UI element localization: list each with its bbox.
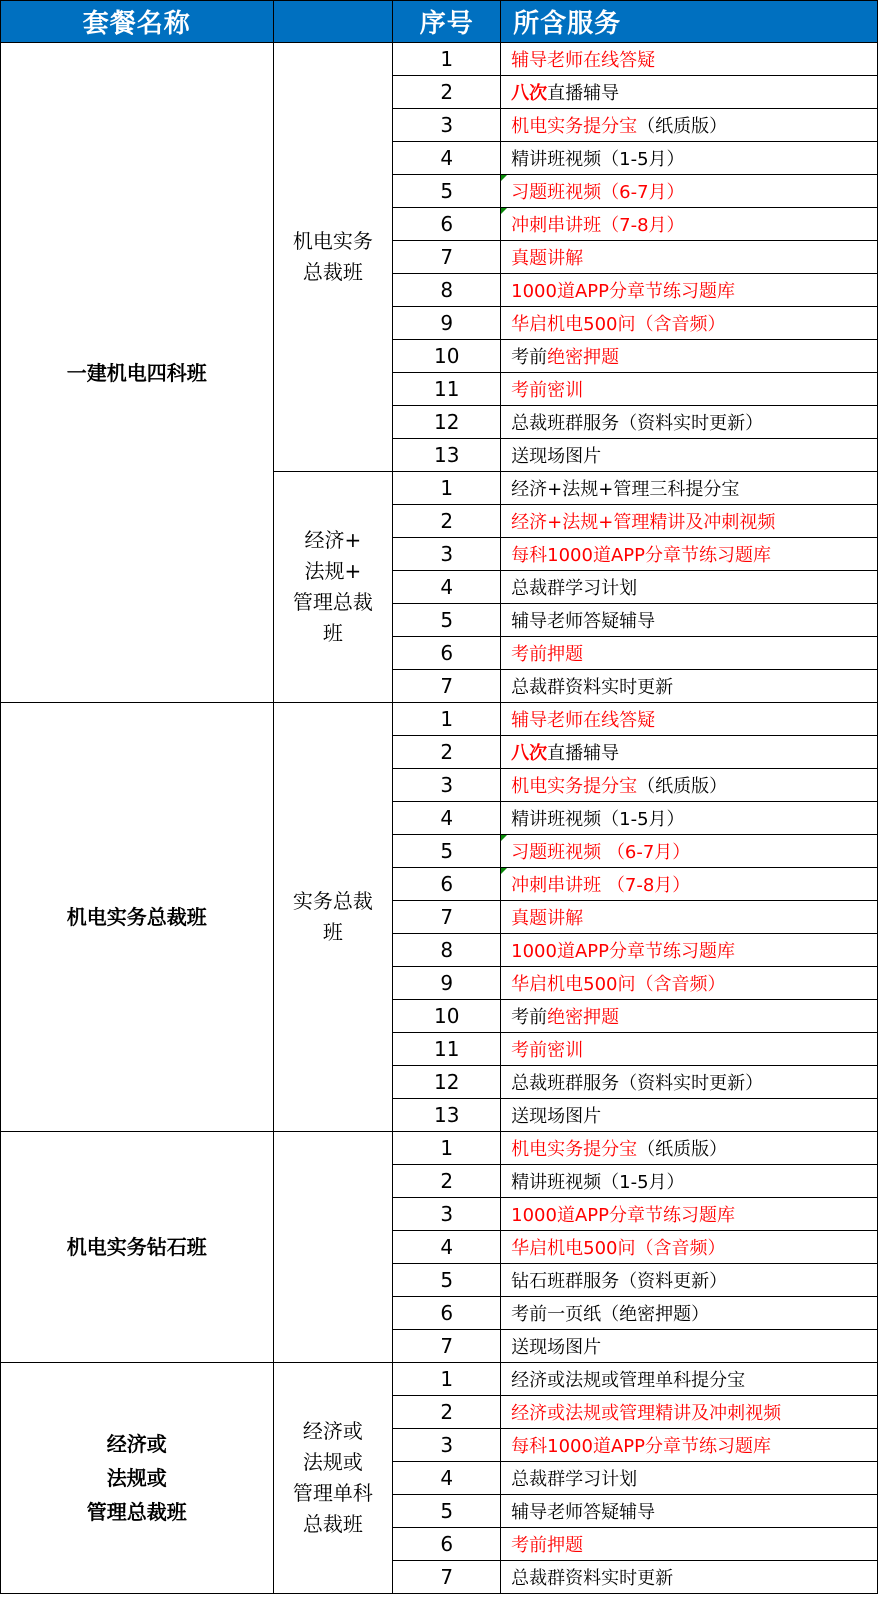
sub-package-name-line: 法规或 bbox=[302, 1450, 363, 1474]
service-cell bbox=[501, 637, 878, 670]
service-number-cell: 7 bbox=[393, 241, 501, 274]
service-cell bbox=[501, 1000, 878, 1033]
package-name-cell bbox=[1, 43, 274, 703]
service-number-cell: 3 bbox=[393, 109, 501, 142]
cell-comment-marker-icon bbox=[501, 835, 507, 841]
service-cell bbox=[501, 1264, 878, 1297]
service-cell bbox=[501, 340, 878, 373]
service-number-cell: 5 bbox=[393, 604, 501, 637]
service-number-cell: 4 bbox=[393, 571, 501, 604]
sub-package-cell bbox=[273, 43, 393, 472]
sub-package-name-line: 法规+ bbox=[304, 559, 362, 583]
service-number-cell: 7 bbox=[393, 1330, 501, 1363]
package-name-cell bbox=[1, 703, 274, 1132]
service-number-cell: 9 bbox=[393, 307, 501, 340]
service-number-cell: 3 bbox=[393, 769, 501, 802]
service-text: 考前押题 bbox=[511, 1535, 584, 1556]
service-number-cell: 6 bbox=[393, 637, 501, 670]
service-number-cell: 4 bbox=[393, 1231, 501, 1264]
service-text: 机电实务提分宝 bbox=[511, 776, 638, 797]
service-number-cell: 9 bbox=[393, 967, 501, 1000]
service-text: 绝密押题 bbox=[547, 1007, 620, 1028]
sub-package-cell bbox=[273, 472, 393, 703]
service-cell bbox=[501, 934, 878, 967]
service-text: 经济+法规+管理三科提分宝 bbox=[511, 479, 740, 500]
service-text: 经济+法规+管理精讲及冲刺视频 bbox=[511, 512, 776, 533]
service-text: 总裁班群服务（资料实时更新） bbox=[511, 1073, 764, 1094]
service-text: 机电实务提分宝 bbox=[511, 116, 638, 137]
service-text: 习题班视频 （6-7月） bbox=[511, 842, 691, 863]
service-cell bbox=[501, 571, 878, 604]
service-number-cell: 1 bbox=[393, 43, 501, 76]
service-number-cell: 2 bbox=[393, 1396, 501, 1429]
package-name-cell bbox=[1, 1132, 274, 1363]
service-cell bbox=[501, 241, 878, 274]
service-number-cell: 6 bbox=[393, 1528, 501, 1561]
service-text: 直播辅导 bbox=[547, 743, 620, 764]
service-text: 1000道APP分章节练习题库 bbox=[511, 281, 735, 302]
service-text: 考前密训 bbox=[511, 380, 584, 401]
sub-package-name-line: 实务总裁 bbox=[292, 889, 373, 913]
package-name-cell bbox=[1, 1363, 274, 1594]
service-text: 绝密押题 bbox=[547, 347, 620, 368]
cell-comment-marker-icon bbox=[501, 868, 507, 874]
service-cell bbox=[501, 868, 878, 901]
service-text: 考前 bbox=[511, 1007, 548, 1028]
header-services: 所含服务 bbox=[501, 1, 878, 43]
service-cell bbox=[501, 736, 878, 769]
service-cell bbox=[501, 76, 878, 109]
service-cell bbox=[501, 1198, 878, 1231]
service-text: 总裁群学习计划 bbox=[511, 578, 638, 599]
service-number-cell: 7 bbox=[393, 901, 501, 934]
service-cell bbox=[501, 1396, 878, 1429]
service-cell bbox=[501, 406, 878, 439]
service-number-cell: 6 bbox=[393, 868, 501, 901]
service-text: 华启机电500问（含音频） bbox=[511, 314, 726, 335]
service-number-cell: 5 bbox=[393, 1264, 501, 1297]
service-number-cell: 12 bbox=[393, 1066, 501, 1099]
service-cell bbox=[501, 1330, 878, 1363]
service-text: 送现场图片 bbox=[511, 446, 602, 467]
service-number-cell: 13 bbox=[393, 439, 501, 472]
service-text: 经济或法规或管理单科提分宝 bbox=[511, 1370, 746, 1391]
service-number-cell: 10 bbox=[393, 340, 501, 373]
service-cell bbox=[501, 1165, 878, 1198]
service-cell bbox=[501, 703, 878, 736]
sub-package-cell bbox=[273, 1363, 393, 1594]
service-cell bbox=[501, 1132, 878, 1165]
service-number-cell: 13 bbox=[393, 1099, 501, 1132]
service-number-cell: 12 bbox=[393, 406, 501, 439]
service-cell bbox=[501, 1033, 878, 1066]
service-text: 考前押题 bbox=[511, 644, 584, 665]
service-text: 冲刺串讲班（7-8月） bbox=[511, 215, 685, 236]
service-number-cell: 2 bbox=[393, 76, 501, 109]
service-number-cell: 10 bbox=[393, 1000, 501, 1033]
service-cell bbox=[501, 670, 878, 703]
table-row bbox=[1, 1132, 878, 1165]
service-cell bbox=[501, 307, 878, 340]
service-text: 每科1000道APP分章节练习题库 bbox=[511, 545, 771, 566]
service-number-cell: 1 bbox=[393, 1363, 501, 1396]
service-number-cell: 6 bbox=[393, 1297, 501, 1330]
header-row bbox=[1, 1, 878, 43]
table-row bbox=[1, 703, 878, 736]
service-number-cell: 3 bbox=[393, 538, 501, 571]
service-number-cell: 2 bbox=[393, 505, 501, 538]
service-text: 1000道APP分章节练习题库 bbox=[511, 1205, 735, 1226]
service-cell bbox=[501, 175, 878, 208]
service-text: 直播辅导 bbox=[547, 83, 620, 104]
service-cell bbox=[501, 505, 878, 538]
service-cell bbox=[501, 439, 878, 472]
service-number-cell: 3 bbox=[393, 1198, 501, 1231]
service-cell bbox=[501, 1066, 878, 1099]
service-cell bbox=[501, 1495, 878, 1528]
sub-package-name-line: 经济或 bbox=[302, 1419, 363, 1443]
cell-comment-marker-icon bbox=[501, 175, 507, 181]
service-cell bbox=[501, 901, 878, 934]
service-text: 冲刺串讲班 （7-8月） bbox=[511, 875, 691, 896]
service-text: 八次 bbox=[511, 83, 548, 104]
sub-package-name-line: 经济+ bbox=[304, 528, 362, 552]
service-text: 辅导老师答疑辅导 bbox=[511, 1502, 656, 1523]
service-cell bbox=[501, 142, 878, 175]
service-cell bbox=[501, 769, 878, 802]
service-number-cell: 2 bbox=[393, 736, 501, 769]
service-text: 华启机电500问（含音频） bbox=[511, 1238, 726, 1259]
service-text: 总裁班群服务（资料实时更新） bbox=[511, 413, 764, 434]
package-name-line: 一建机电四科班 bbox=[66, 360, 207, 385]
package-name-line: 法规或 bbox=[106, 1466, 167, 1490]
service-cell bbox=[501, 1429, 878, 1462]
service-cell bbox=[501, 1561, 878, 1594]
service-number-cell: 5 bbox=[393, 1495, 501, 1528]
service-text: 1000道APP分章节练习题库 bbox=[511, 941, 735, 962]
service-cell bbox=[501, 109, 878, 142]
service-text: 习题班视频（6-7月） bbox=[511, 182, 685, 203]
sub-package-name-line: 管理单科 bbox=[292, 1481, 373, 1505]
service-text: 精讲班视频（1-5月） bbox=[511, 1172, 685, 1193]
service-cell bbox=[501, 1528, 878, 1561]
sub-package-name-line: 机电实务 bbox=[292, 229, 373, 253]
service-text: 精讲班视频（1-5月） bbox=[511, 149, 685, 170]
service-cell bbox=[501, 208, 878, 241]
service-cell bbox=[501, 43, 878, 76]
header-sub-blank bbox=[273, 1, 393, 43]
service-text: 真题讲解 bbox=[511, 908, 584, 929]
service-text: 考前一页纸（绝密押题） bbox=[511, 1304, 710, 1325]
header-package-name: 套餐名称 bbox=[1, 1, 274, 43]
service-text: （纸质版） bbox=[637, 1139, 728, 1160]
service-cell bbox=[501, 1297, 878, 1330]
service-number-cell: 1 bbox=[393, 703, 501, 736]
sub-package-name-line: 管理总裁 bbox=[292, 590, 373, 614]
service-text: 经济或法规或管理精讲及冲刺视频 bbox=[511, 1403, 782, 1424]
sub-package-name-line: 班 bbox=[322, 920, 343, 944]
service-number-cell: 3 bbox=[393, 1429, 501, 1462]
sub-package-name-line: 总裁班 bbox=[302, 260, 363, 284]
service-cell bbox=[501, 835, 878, 868]
service-number-cell: 1 bbox=[393, 472, 501, 505]
service-number-cell: 2 bbox=[393, 1165, 501, 1198]
service-number-cell: 11 bbox=[393, 373, 501, 406]
package-name-line: 机电实务总裁班 bbox=[66, 905, 207, 929]
service-text: 考前密训 bbox=[511, 1040, 584, 1061]
service-cell bbox=[501, 1462, 878, 1495]
service-text: 辅导老师在线答疑 bbox=[511, 50, 656, 71]
service-text: 考前 bbox=[511, 347, 548, 368]
service-cell bbox=[501, 967, 878, 1000]
service-cell bbox=[501, 538, 878, 571]
service-cell bbox=[501, 373, 878, 406]
service-text: 华启机电500问（含音频） bbox=[511, 974, 726, 995]
header-number: 序号 bbox=[393, 1, 501, 43]
service-text: 送现场图片 bbox=[511, 1106, 602, 1127]
service-number-cell: 4 bbox=[393, 1462, 501, 1495]
service-text: 机电实务提分宝 bbox=[511, 1139, 638, 1160]
service-cell bbox=[501, 604, 878, 637]
service-number-cell: 8 bbox=[393, 274, 501, 307]
package-name-line: 机电实务钻石班 bbox=[66, 1235, 207, 1259]
service-number-cell: 7 bbox=[393, 670, 501, 703]
service-number-cell: 7 bbox=[393, 1561, 501, 1594]
service-text: 真题讲解 bbox=[511, 248, 584, 269]
service-number-cell: 5 bbox=[393, 835, 501, 868]
service-cell bbox=[501, 802, 878, 835]
sub-package-name-line: 总裁班 bbox=[302, 1512, 363, 1536]
service-cell bbox=[501, 1231, 878, 1264]
service-text: 精讲班视频（1-5月） bbox=[511, 809, 685, 830]
sub-package-name-line: 班 bbox=[322, 621, 343, 645]
service-text: （纸质版） bbox=[637, 116, 728, 137]
table-row bbox=[1, 1363, 878, 1396]
service-text: （纸质版） bbox=[637, 776, 728, 797]
service-text: 辅导老师在线答疑 bbox=[511, 710, 656, 731]
sub-package-cell bbox=[273, 1132, 393, 1363]
service-number-cell: 8 bbox=[393, 934, 501, 967]
table-body bbox=[1, 43, 878, 1594]
service-text: 钻石班群服务（资料更新） bbox=[511, 1271, 728, 1292]
service-number-cell: 6 bbox=[393, 208, 501, 241]
package-name-line: 管理总裁班 bbox=[86, 1500, 187, 1524]
service-cell bbox=[501, 274, 878, 307]
cell-comment-marker-icon bbox=[501, 208, 507, 214]
service-text: 八次 bbox=[511, 743, 548, 764]
sub-package-cell bbox=[273, 703, 393, 1132]
package-name-line: 经济或 bbox=[106, 1432, 167, 1456]
service-number-cell: 11 bbox=[393, 1033, 501, 1066]
service-number-cell: 4 bbox=[393, 142, 501, 175]
service-text: 总裁群资料实时更新 bbox=[511, 1568, 674, 1589]
service-cell bbox=[501, 1363, 878, 1396]
service-number-cell: 1 bbox=[393, 1132, 501, 1165]
service-text: 每科1000道APP分章节练习题库 bbox=[511, 1436, 771, 1457]
service-text: 辅导老师答疑辅导 bbox=[511, 611, 656, 632]
service-text: 总裁群学习计划 bbox=[511, 1469, 638, 1490]
table-row bbox=[1, 43, 878, 76]
service-cell bbox=[501, 1099, 878, 1132]
service-text: 送现场图片 bbox=[511, 1337, 602, 1358]
service-number-cell: 5 bbox=[393, 175, 501, 208]
service-text: 总裁群资料实时更新 bbox=[511, 677, 674, 698]
service-number-cell: 4 bbox=[393, 802, 501, 835]
service-cell bbox=[501, 472, 878, 505]
